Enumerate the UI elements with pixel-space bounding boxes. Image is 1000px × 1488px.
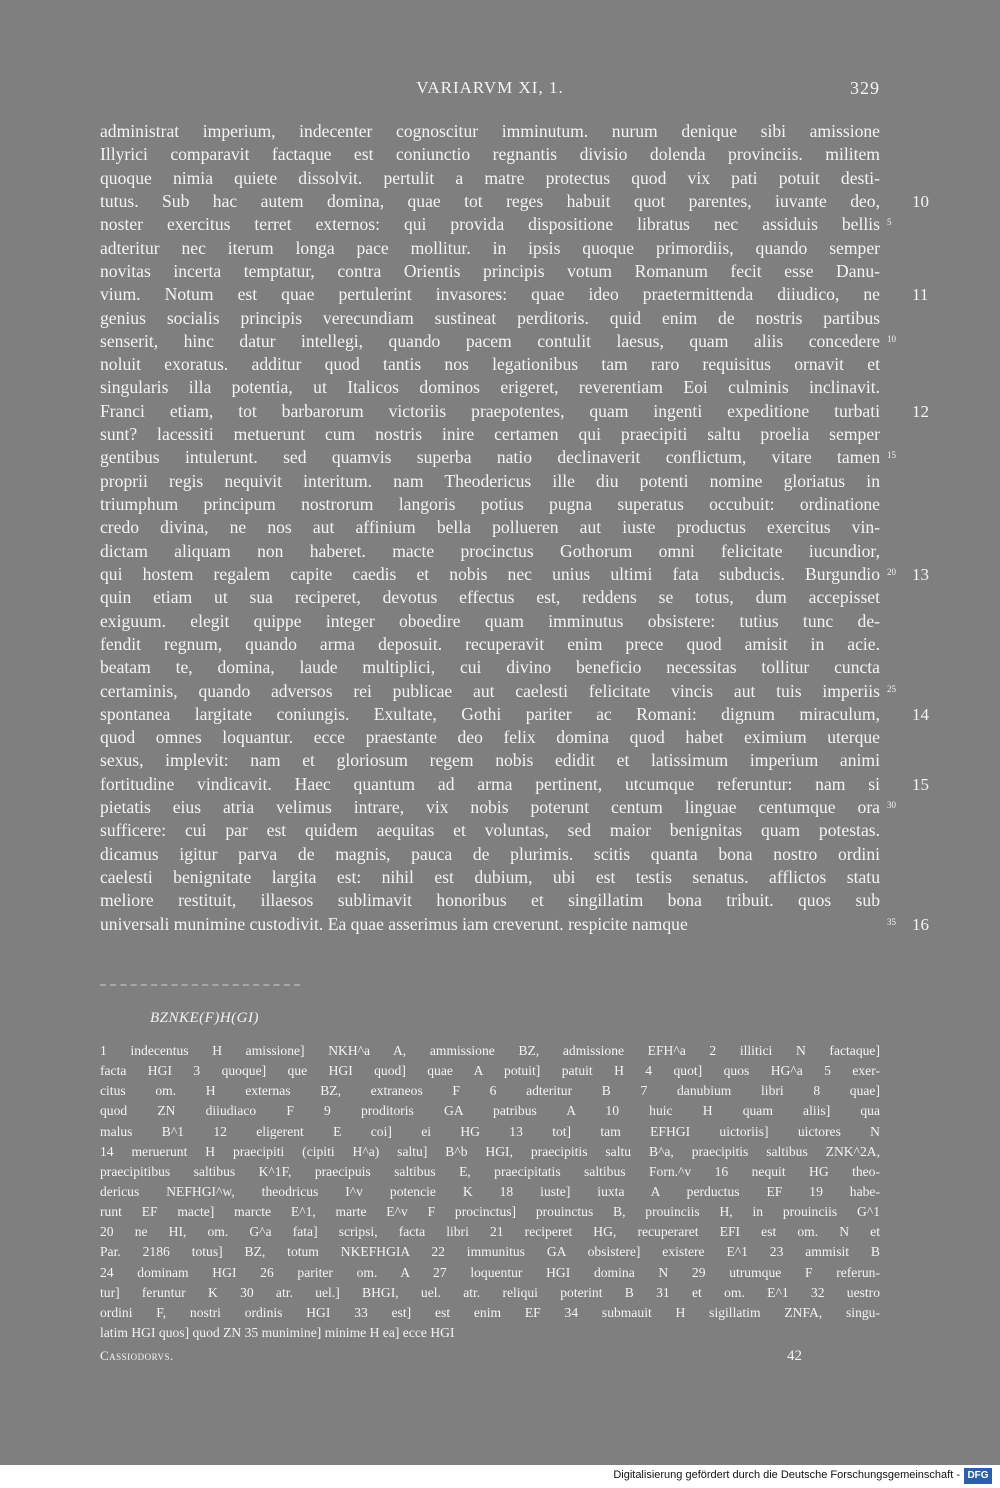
text-line (100, 726, 880, 749)
line-text: quin etiam ut sua reciperet, devotus effectus est, reddens se totus, dum accepisset (100, 587, 880, 608)
line-text: triumphum principum nostrorum langoris potius pugna superatus occubuit: ordinatione (100, 494, 880, 514)
apparatus-text: malus B^1 12 eligerent E coi] ei HG 13 tot] tam EFHGI uictoriis] uictores N (100, 1123, 880, 1139)
apparatus-line (100, 1202, 880, 1222)
line-text: dictam aliquam non haberet. macte procinctus Gothorum omni felicitate iucundior, (100, 540, 880, 561)
line-text: fortitudine vindicavit. Haec quantum ad arma pertinent, utcumque referuntur: nam si (100, 773, 880, 794)
dfg-banner (0, 1465, 1000, 1488)
section-number: 11 (912, 285, 929, 305)
line-text: spontanea largitate coniungis. Exultate, Gothi pariter ac Romani: dignum miraculum, (100, 703, 880, 724)
section-number: 10 (912, 191, 929, 211)
text-line (100, 749, 880, 772)
text-line (100, 307, 880, 330)
line-number: 15 (887, 450, 896, 461)
apparatus-line (100, 1081, 880, 1101)
apparatus-line (100, 1263, 880, 1283)
line-text: exiguum. elegit quippe integer oboedire quam imminutus obsistere: tutius tunc de- (100, 610, 880, 631)
apparatus-text: 14 meruerunt H praecipiti (cipiti H^a) saltu] B^b HGI, praecipitis saltu B^a, praecipitis saltibus ZNK^2A, (100, 1143, 880, 1159)
text-line (100, 680, 896, 703)
line-text: beatam te, domina, laude multiplici, cui divino beneficio necessitas tollitur cuncta (100, 657, 880, 678)
apparatus-line (100, 1323, 880, 1343)
line-text: sunt? lacessiti metuerunt cum nostris inire certamen qui praecipiti saltu proelia semper (100, 424, 880, 445)
apparatus-line (100, 1222, 880, 1242)
line-text: singularis illa potentia, ut Italicos dominos erigeret, reverentiam Eoi culminis inclinavit. (100, 377, 880, 398)
dfg-logo-icon: DFG (964, 1468, 992, 1484)
apparatus-text: citus om. H externas BZ, extraneos F 6 adteritur B 7 danubium libri 8 quae] (100, 1083, 880, 1099)
text-line (100, 330, 896, 353)
apparatus-text: runt EF macte] marcte E^1, marte E^v F procinctus] prouinctus B, prouinciis H, in prouinciis G^1 (100, 1204, 880, 1220)
footer-author: Cassiodorvs. (100, 1348, 174, 1363)
running-title: VARIARVM XI, 1. (416, 78, 564, 97)
text-line (100, 610, 880, 633)
apparatus-text: quod ZN diiudiaco F 9 proditoris GA patribus A 10 huic H quam aliis] qua (100, 1103, 880, 1119)
line-number: 5 (887, 217, 892, 228)
text-line (100, 143, 880, 166)
line-text: Franci etiam, tot barbarorum victoriis praepotentes, quam ingenti expeditione turbati (100, 400, 880, 421)
page-footer (100, 1348, 880, 1368)
line-text: caelesti benignitate largita est: nihil est dubium, ubi est testis senatus. afflictos statu (100, 867, 880, 887)
section-number: 15 (912, 774, 929, 794)
line-text: fendit regnum, quando arma deposuit. recuperavit enim prece quod amisit in acie. (100, 633, 880, 654)
text-line (100, 470, 880, 493)
apparatus-line (100, 1182, 880, 1202)
apparatus-text: latim HGI quos] quod ZN 35 munimine] minime H ea] ecce HGI (100, 1324, 455, 1340)
apparatus-line (100, 1162, 880, 1182)
text-line (100, 819, 880, 842)
apparatus-line (100, 1122, 880, 1142)
text-line (100, 237, 880, 260)
text-line (100, 843, 880, 866)
text-line (100, 796, 896, 819)
text-line (100, 866, 880, 889)
line-text: novitas incerta temptatur, contra Orientis principis votum Romanum fecit esse Danu- (100, 260, 880, 281)
line-text: certaminis, quando adversos rei publicae aut caelesti felicitate vincis aut tuis imperiis (100, 680, 880, 701)
line-text: administrat imperium, indecenter cognoscitur imminutum. nurum denique sibi amissione (100, 121, 880, 141)
text-line (100, 633, 880, 656)
apparatus-text: praecipitibus saltibus K^1F, praecipuis saltibus E, praecipitatis saltibus Forn.^v 16 nequit HG theo- (100, 1163, 880, 1179)
apparatus-text: 24 dominam HGI 26 pariter om. A 27 loquentur HGI domina N 29 utrumque F referun- (100, 1264, 880, 1280)
line-number: 35 (887, 916, 896, 927)
main-text (100, 120, 929, 936)
text-line (100, 213, 892, 236)
text-line (100, 889, 880, 912)
text-line (100, 190, 929, 213)
line-text: dicamus igitur parva de magnis, pauca de plurimis. scitis quanta bona nostro ordini (100, 843, 880, 864)
text-line (100, 376, 880, 399)
apparatus-line (100, 1041, 880, 1061)
apparatus-line (100, 1101, 880, 1121)
text-line (100, 516, 880, 539)
line-text: tutus. Sub hac autem domina, quae tot reges habuit quot parentes, iuvante deo, (100, 190, 880, 211)
line-text: quod omnes loquantur. ecce praestante deo felix domina quod habet eximium uterque (100, 727, 880, 748)
line-text: noster exercitus terret externos: qui provida dispositione libratus nec assiduis bellis (100, 214, 880, 235)
text-line (100, 353, 880, 376)
text-line (100, 283, 929, 306)
text-line (100, 563, 929, 586)
section-number: 16 (912, 914, 929, 934)
line-text: noluit exoratus. additur quod tantis nos legationibus tam raro requisitus ornavit et (100, 354, 880, 375)
page-number: 329 (850, 78, 880, 98)
apparatus-text: facta HGI 3 quoque] que HGI quod] quae A potuit] patuit H 4 quot] quos HG^a 5 exer- (100, 1063, 880, 1079)
apparatus-text: ordini F, nostri ordinis HGI 33 est] est enim EF 34 submauit H sigillatim ZNFA, singu- (100, 1304, 880, 1320)
page-header (100, 78, 880, 100)
line-text: senserit, hinc datur intellegi, quando pacem contulit laesus, quam aliis concedere (100, 330, 880, 351)
line-text: Illyrici comparavit factaque est coniunctio regnantis divisio dolenda provinciis. militem (100, 144, 880, 165)
line-text: gentibus intulerunt. sed quamvis superba natio declinaverit conflictum, vitare tamen (100, 447, 880, 468)
witness-sigla: BZNKE(F)H(GI) (150, 1010, 259, 1026)
apparatus-line (100, 1303, 880, 1323)
apparatus-text: 20 ne HI, om. G^a fata] scripsi, facta libri 21 reciperet HG, recuperaret EFI est om. N et (100, 1224, 880, 1240)
dfg-banner-text: Digitalisierung gefördert durch die Deutsche Forschungsgemeinschaft - (613, 1469, 960, 1481)
line-text: universali munimine custodivit. Ea quae asserimus iam creverunt. respicite namque (100, 913, 688, 934)
line-text: sufficere: cui par est quidem aequitas et voluntas, sed maior benignitas quam potestas. (100, 820, 880, 841)
apparatus-line (100, 1061, 880, 1081)
section-number: 13 (912, 564, 929, 584)
apparatus-text: Par. 2186 totus] BZ, totum NKEFHGIA 22 immunitus GA obsistere] existere E^1 23 ammisit B (100, 1244, 880, 1260)
line-text: sexus, implevit: nam et gloriosum regem nobis edidit et latissimum imperium animi (100, 750, 880, 771)
line-number: 10 (887, 333, 896, 344)
line-number: 30 (887, 800, 896, 811)
line-text: quoque nimia quiete dissolvit. pertulit a matre protectus quod vix pati potuit desti- (100, 167, 880, 188)
critical-apparatus (100, 1041, 880, 1343)
text-line (100, 423, 880, 446)
text-line (100, 586, 880, 609)
line-text: credo divina, ne nos aut affinium bella pollueren aut iuste productus exercitus vin- (100, 517, 880, 538)
text-line (100, 400, 929, 423)
line-text: adteritur nec iterum longa pace mollitur. in ipsis quoque primordiis, quando semper (100, 237, 880, 258)
line-text: meliore restituit, illaesos sublimavit honoribus et singillatim bona tribuit. quos sub (100, 890, 880, 911)
text-line (100, 167, 880, 190)
text-line (100, 656, 880, 679)
text-line (100, 120, 880, 143)
line-number: 20 (887, 566, 896, 577)
text-line (100, 773, 929, 796)
apparatus-text: dericus NEFHGI^w, theodricus I^v potencie K 18 iuste] iuxta A perductus EF 19 habe- (100, 1183, 880, 1199)
sheet-number: 42 (787, 1348, 802, 1364)
line-text: genius socialis principis verecundiam sustineat perditoris. quid enim de nostris partibus (100, 307, 880, 328)
apparatus-text: tur] feruntur K 30 atr. uel.] BHGI, uel. atr. reliqui poterint B 31 et om. E^1 32 uestro (100, 1284, 880, 1300)
apparatus-line (100, 1142, 880, 1162)
line-text: proprii regis nequivit interitum. nam Theodericus ille diu potenti nomine gloriatus in (100, 470, 880, 491)
page-artifact-dashes (100, 984, 300, 992)
apparatus-text: 1 indecentus H amissione] NKH^a A, ammissione BZ, admissione EFH^a 2 illitici N factaque] (100, 1043, 880, 1058)
apparatus-line (100, 1242, 880, 1262)
text-line (100, 703, 929, 726)
line-number: 25 (887, 683, 896, 694)
text-line (100, 493, 880, 516)
section-number: 14 (912, 704, 929, 724)
text-line (100, 446, 896, 469)
line-text: vium. Notum est quae pertulerint invasores: quae ideo praetermittenda diiudico, ne (100, 284, 880, 305)
section-number: 12 (912, 401, 929, 421)
text-line (100, 540, 880, 563)
text-line (100, 260, 880, 283)
line-text: pietatis eius atria velimus intrare, vix nobis poterunt centum linguae centumque ora (100, 797, 880, 818)
text-line (100, 913, 929, 936)
line-text: qui hostem regalem capite caedis et nobis nec unius ultimi fata subducis. Burgundio (100, 563, 880, 584)
apparatus-line (100, 1283, 880, 1303)
